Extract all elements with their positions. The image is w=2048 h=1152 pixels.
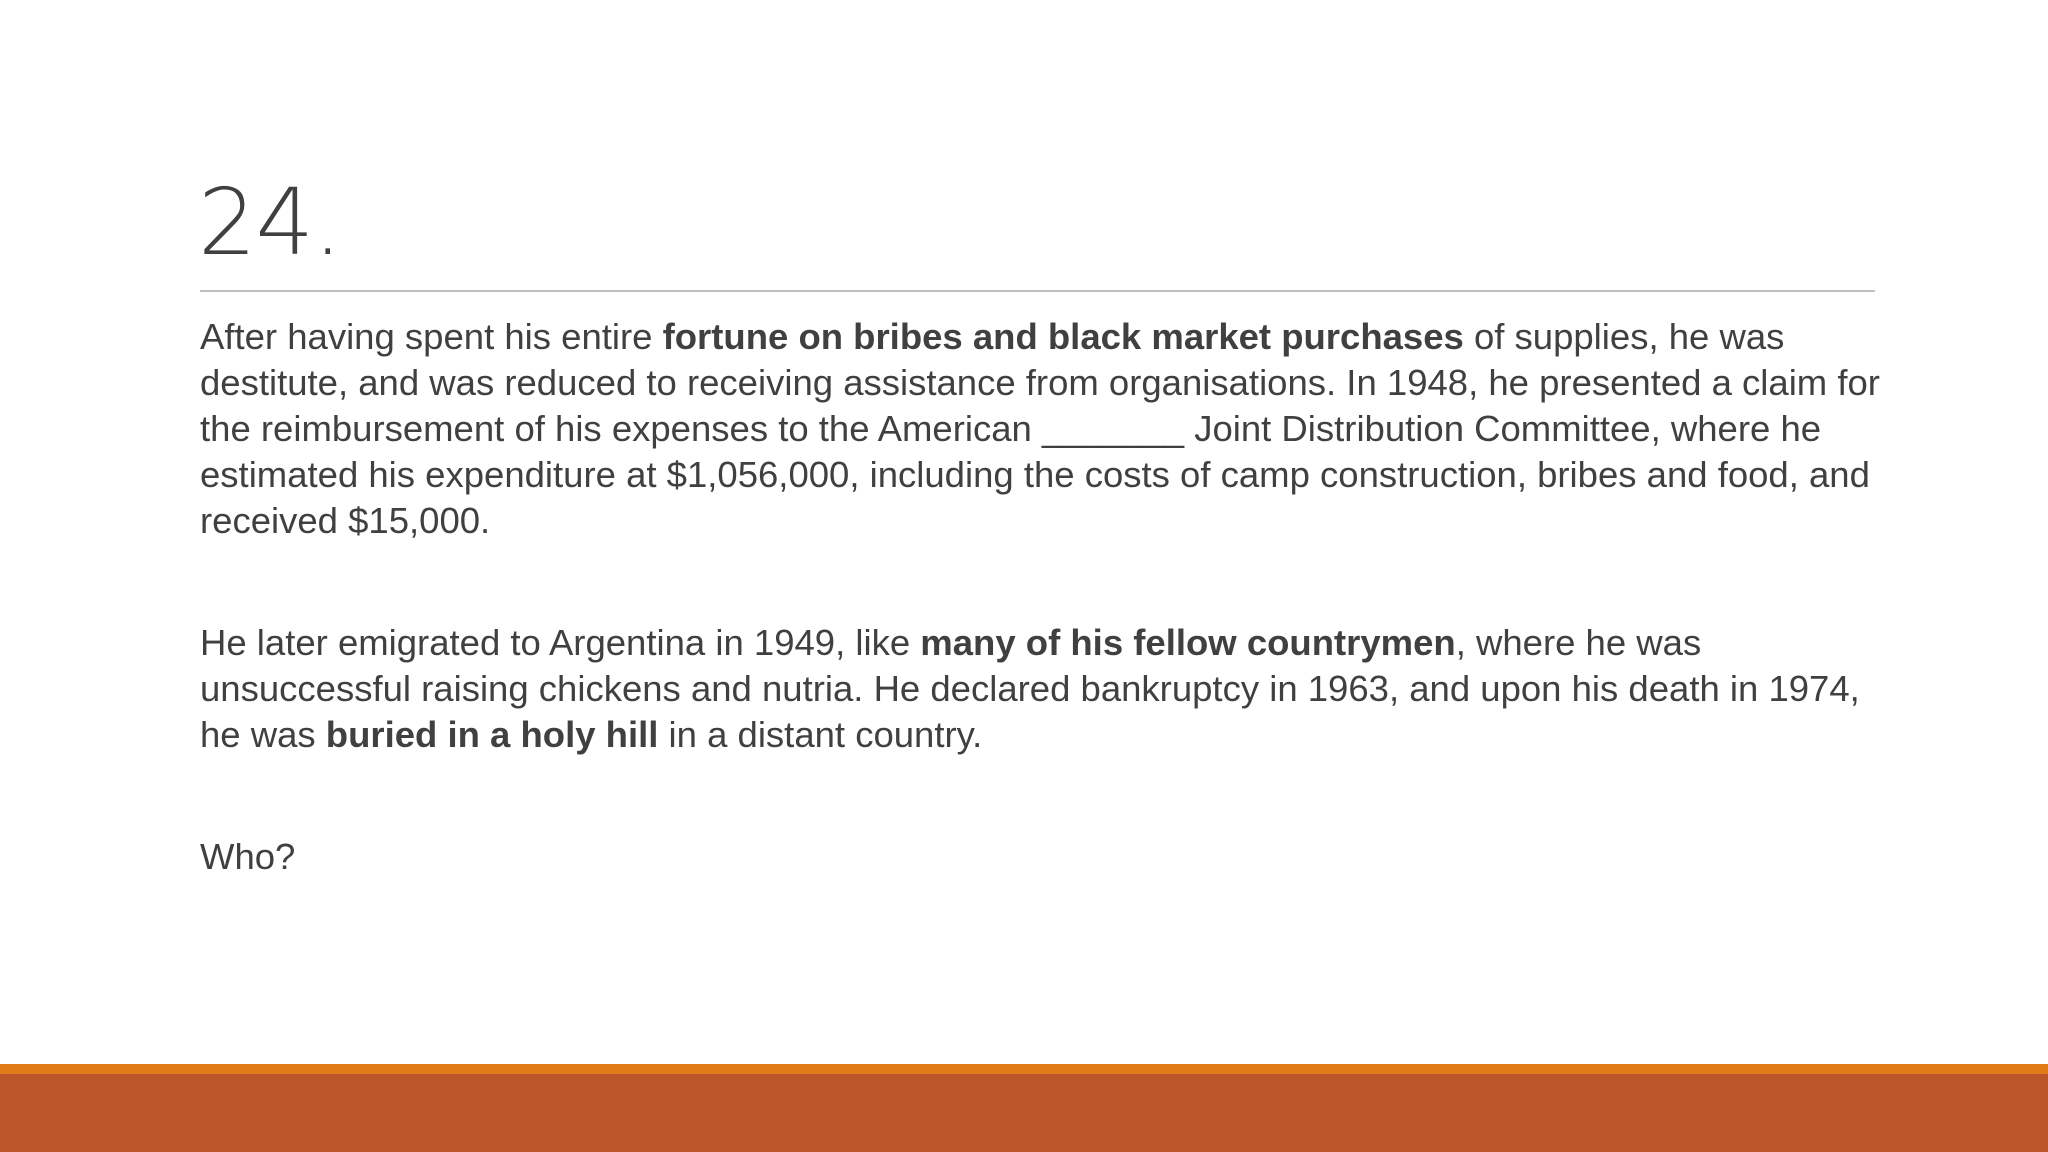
paragraph-1-bold-1: fortune on bribes and black market purchases: [662, 316, 1464, 357]
paragraph-2-text-1: He later emigrated to Argentina in 1949, like: [200, 622, 921, 663]
footer-bar: [0, 1074, 2048, 1152]
paragraph-1: [200, 314, 1880, 544]
paragraph-2-text-3: in a distant country.: [658, 714, 983, 755]
paragraph-1-text-2: of supplies, he was destitute, and was reduced to receiving assistance from organisations. In 1948, he presented a claim for the reimbursement of his expenses to the American _______ Joint Distribution Committee, where he estimated his expenditure at $1,056,000, including the costs of camp construction, bribes and food, and received $15,000.: [200, 316, 1880, 541]
paragraph-2-bold-2: buried in a holy hill: [325, 714, 659, 755]
slide-body: [200, 314, 1880, 880]
accent-stripe: [0, 1064, 2048, 1074]
paragraph-2: [200, 620, 1880, 758]
paragraph-2-text-2: , where he was unsuccessful raising chickens and nutria. He declared bankruptcy in 1963, and upon his death in 1974, he was: [200, 622, 1860, 755]
title-divider: [200, 290, 1875, 292]
question: Who?: [200, 836, 296, 877]
paragraph-1-text-1: After having spent his entire: [200, 316, 663, 357]
paragraph-2-bold-1: many of his fellow countrymen: [920, 622, 1456, 663]
slide-title: 24.: [198, 169, 342, 276]
